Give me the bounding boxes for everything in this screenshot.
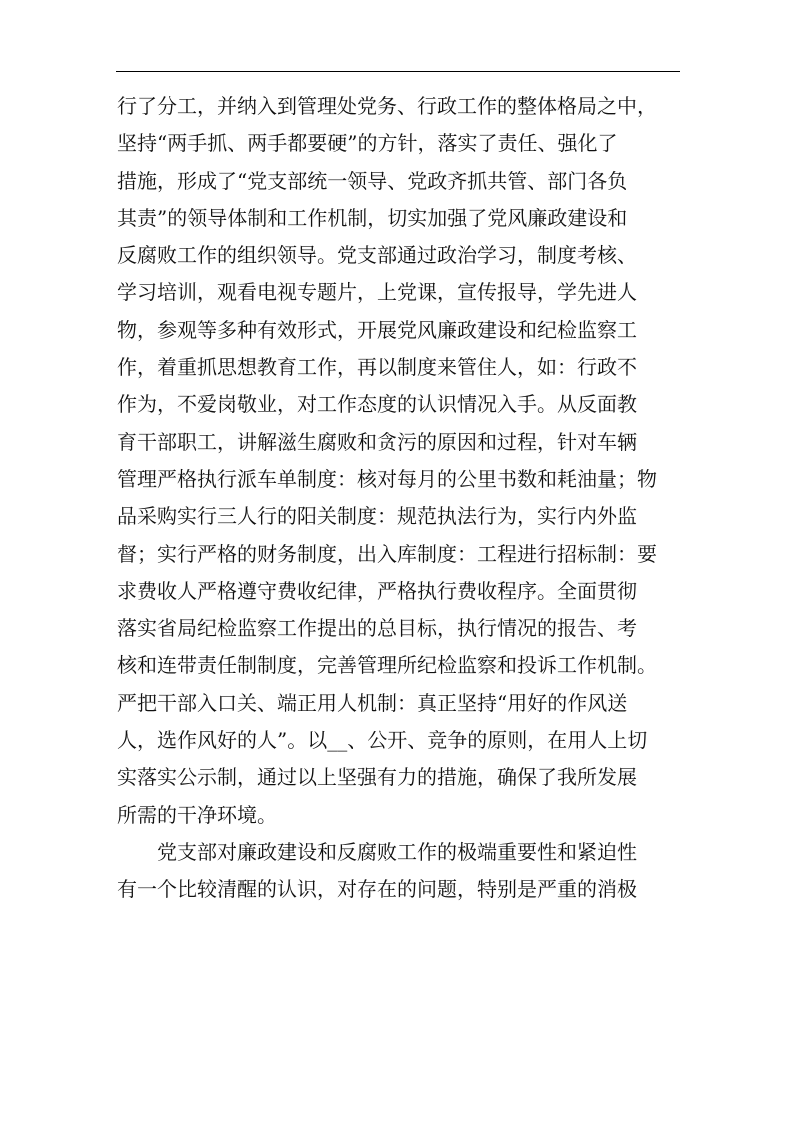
- header-rule: [116, 71, 680, 72]
- text-line: 党支部对廉政建设和反腐败工作的极端重要性和紧迫性: [157, 839, 637, 864]
- body-text: [117, 88, 692, 909]
- text-line: 作为，不爱岗敬业，对工作态度的认识情况入手。从反面教: [117, 392, 637, 417]
- text-line: 坚持“两手抓、两手都要硬”的方针，落实了责任、强化了: [117, 131, 618, 156]
- text-line: 督；实行严格的财务制度，出入库制度：工程进行招标制：要: [117, 541, 657, 566]
- text-line: 措施，形成了“党支部统一领导、党政齐抓共管、部门各负: [117, 168, 628, 193]
- text-line: 学习培训，观看电视专题片，上党课，宣传报导，学先进人: [117, 280, 637, 305]
- text-line: 严把干部入口关、端正用人机制：真正坚持“用好的作风送: [117, 690, 628, 715]
- text-line: 其责”的领导体制和工作机制，切实加强了党风廉政建设和: [117, 205, 628, 230]
- text-line: 品采购实行三人行的阳关制度：规范执法行为，实行内外监: [117, 504, 637, 529]
- text-line: 所需的干净环境。: [117, 802, 277, 827]
- text-line: 求费收人严格遵守费收纪律，严格执行费收程序。全面贯彻: [117, 578, 637, 603]
- text-line: 物，参观等多种有效形式，开展党风廉政建设和纪检监察工: [117, 317, 637, 342]
- text-line: 实落实公示制，通过以上坚强有力的措施，确保了我所发展: [117, 765, 637, 790]
- text-line: 反腐败工作的组织领导。党支部通过政治学习，制度考核、: [117, 243, 637, 268]
- text-line: 管理严格执行派车单制度：核对每月的公里书数和耗油量；物: [117, 466, 657, 491]
- text-line: 落实省局纪检监察工作提出的总目标，执行情况的报告、考: [117, 616, 637, 641]
- text-line: 行了分工，并纳入到管理处党务、行政工作的整体格局之中，: [117, 94, 657, 118]
- text-line: 育干部职工，讲解滋生腐败和贪污的原因和过程，针对车辆: [117, 429, 637, 454]
- text-line: 有一个比较清醒的认识，对存在的问题，特别是严重的消极: [117, 877, 637, 902]
- text-line: 作，着重抓思想教育工作，再以制度来管住人，如：行政不: [117, 355, 637, 380]
- text-line: 人，选作风好的人”。以__、公开、竞争的原则，在用人上切: [117, 728, 648, 753]
- paragraph-2: [117, 834, 692, 909]
- text-line: 核和连带责任制制度，完善管理所纪检监察和投诉工作机制。: [117, 653, 657, 678]
- paragraph-1: [117, 88, 692, 834]
